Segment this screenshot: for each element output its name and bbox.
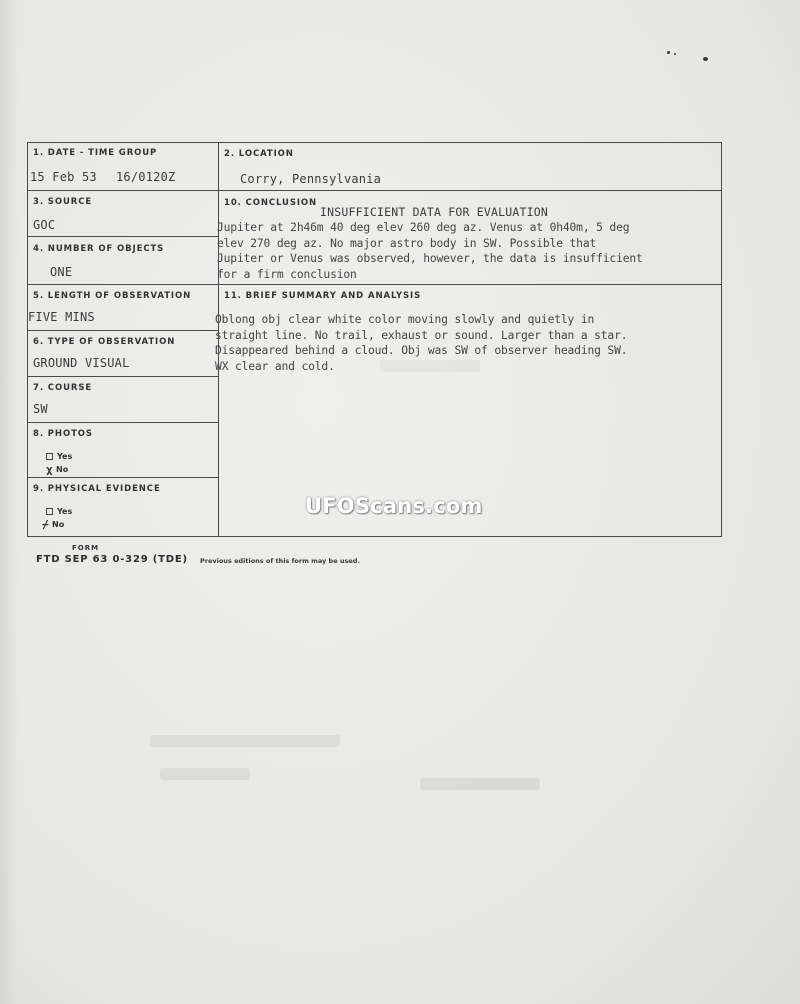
summary-line-4: WX clear and cold. (215, 359, 335, 373)
watermark: UFOScans.com (305, 494, 483, 518)
row-divider (28, 190, 721, 191)
course-value: SW (33, 402, 48, 416)
row-divider (28, 284, 721, 285)
check-mark-icon: ⌿ (42, 518, 49, 531)
physical-evidence-label: 9. PHYSICAL EVIDENCE (33, 484, 161, 494)
conclusion-line-4: for a firm conclusion (217, 267, 357, 281)
conclusion-line-1: Jupiter at 2h46m 40 deg elev 260 deg az. Venus at 0h40m, 5 deg (217, 221, 630, 234)
date-value: 15 Feb 53 (30, 170, 97, 184)
footer-form-code: FTD SEP 63 0-329 (TDE) (36, 554, 188, 565)
row-divider (28, 422, 218, 423)
brief-summary-label: 11. BRIEF SUMMARY AND ANALYSIS (224, 291, 422, 301)
length-of-observation-label: 5. LENGTH OF OBSERVATION (33, 291, 192, 301)
date-time-group-label: 1. DATE - TIME GROUP (33, 148, 158, 158)
conclusion-line-2: elev 270 deg az. No major astro body in SW. Possible that (217, 236, 597, 250)
conclusion-label: 10. CONCLUSION (224, 198, 318, 208)
footer-form-word: FORM (72, 544, 100, 552)
summary-line-3: Disappeared behind a cloud. Obj was SW of observer heading SW. (215, 344, 628, 357)
row-divider (28, 330, 218, 331)
type-of-observation-value: GROUND VISUAL (33, 356, 130, 370)
location-value: Corry, Pennsylvania (240, 172, 382, 186)
photos-label: 8. PHOTOS (33, 429, 93, 439)
course-label: 7. COURSE (33, 383, 93, 393)
scan-specks (665, 48, 715, 68)
photos-yes-option: Yes (46, 452, 72, 461)
summary-line-1: Oblong obj clear white color moving slowly and quietly in (215, 313, 595, 326)
checkbox-empty-icon (46, 453, 53, 460)
photos-no-option: χ No (46, 463, 69, 476)
number-of-objects-label: 4. NUMBER OF OBJECTS (33, 244, 165, 254)
type-of-observation-label: 6. TYPE OF OBSERVATION (33, 337, 176, 347)
source-label: 3. SOURCE (33, 197, 93, 207)
row-divider (28, 376, 218, 377)
physical-evidence-yes-option: Yes (46, 507, 72, 516)
x-mark-icon: χ (46, 463, 53, 476)
report-form (27, 142, 722, 537)
scan-edge-shadow (0, 0, 18, 1004)
row-divider (28, 477, 218, 478)
checkbox-empty-icon (46, 508, 53, 515)
location-label: 2. LOCATION (224, 149, 294, 159)
time-value: 16/0120Z (116, 170, 176, 184)
summary-line-2: straight line. No trail, exhaust or sound. Larger than a star. (215, 328, 628, 342)
footer-note: Previous editions of this form may be used. (200, 557, 360, 565)
physical-evidence-no-option: ⌿ No (42, 518, 65, 531)
conclusion-heading: INSUFFICIENT DATA FOR EVALUATION (320, 205, 548, 219)
number-of-objects-value: ONE (50, 265, 73, 279)
row-divider (28, 236, 218, 237)
length-of-observation-value: FIVE MINS (28, 310, 95, 324)
conclusion-line-3: Jupiter or Venus was observed, however, the data is insufficient (217, 252, 643, 265)
source-value: GOC (33, 218, 56, 232)
